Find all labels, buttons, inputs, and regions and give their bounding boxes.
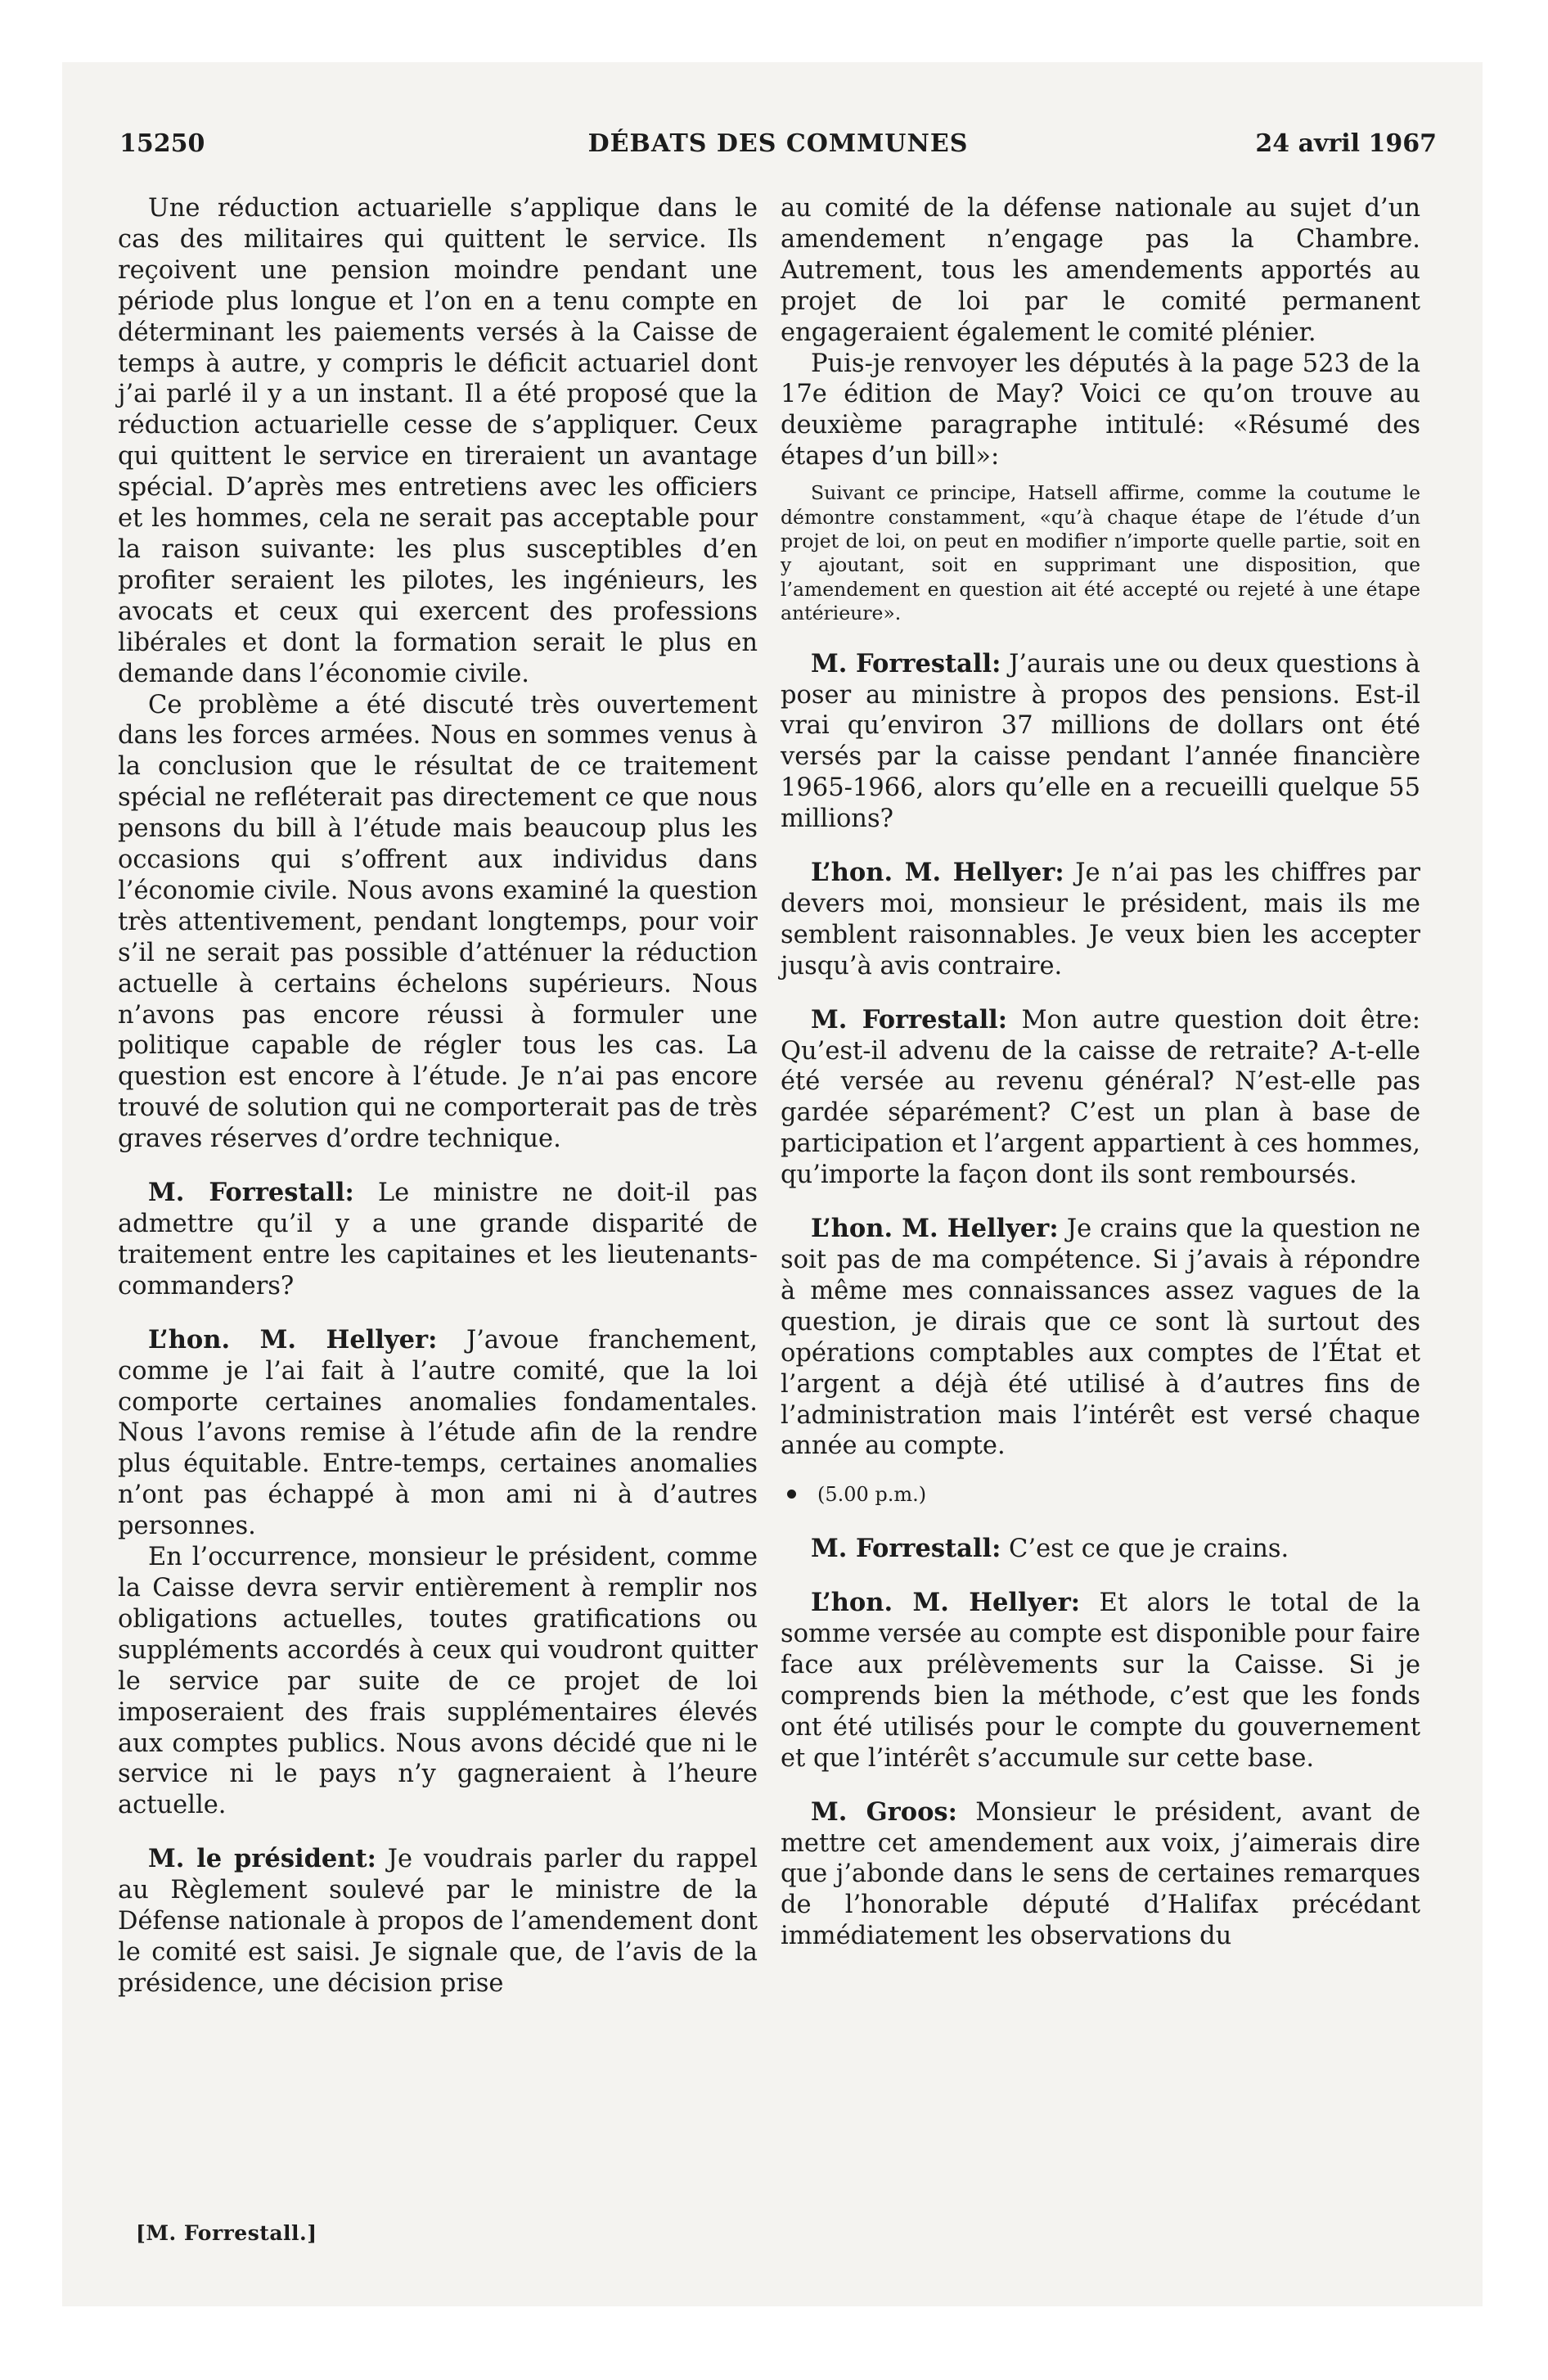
speaker-name: L’hon. M. Hellyer: xyxy=(811,1214,1059,1244)
speaker-name: L’hon. M. Hellyer: xyxy=(811,1588,1081,1618)
paragraph: L’hon. M. Hellyer: Et alors le total de la somme versée au compte est disponible pour faire face aux prélèvements sur la Caisse. Si je comprends bien la méthode, c’est que les fonds ont été utilisés pour le compte du gouvernement et que l’intérêt s’accumule sur cette base. xyxy=(781,1588,1421,1773)
page-date: 24 avril 1967 xyxy=(1255,129,1437,158)
paragraph: M. Forrestall: C’est ce que je crains. xyxy=(811,1534,1289,1564)
paragraph: En l’occurrence, monsieur le président, comme la Caisse devra servir entièrement à remplir nos obligations actuelles, toutes gratifications ou suppléments accordés à ceux qui voudront quitter le service par suite de ce projet de loi imposeraient des frais supplémentaires élevés aux comptes publics. Nous avons décidé que ni le service ni le pays n’y gagneraient à l’heure actuelle. xyxy=(118,1543,758,1820)
bullet-icon xyxy=(787,1490,796,1499)
paragraph: L’hon. M. Hellyer: Je crains que la question ne soit pas de ma compétence. Si j’avais à répondre à même mes connaissances assez vagues de la question, je dirais que ce sont là surtout des opérations comptables aux comptes de l’État et l’argent a déjà été utilisé à d’autres fins de l’administration mais l’intérêt est versé chaque année au compte. xyxy=(781,1214,1420,1461)
paragraph: M. Groos: Monsieur le président, avant de mettre cet amendement aux voix, j’aimerais dire que j’abonde dans le sens de certaines remarques de l’honorable député d’Halifax précédant immédiatement les observations du xyxy=(781,1796,1420,1951)
speaker-name: L’hon. M. Hellyer: xyxy=(148,1324,438,1355)
speaker-name: L’hon. M. Hellyer: xyxy=(811,858,1064,888)
left-column xyxy=(118,193,758,1999)
time-marker: (5.00 p.m.) xyxy=(781,1480,1420,1511)
page-number: 15250 xyxy=(119,129,205,158)
speaker-name: M. Forrestall: xyxy=(811,648,1001,678)
speaker-footer-note: [M. Forrestall.] xyxy=(136,2221,317,2245)
speaker-name: M. le président: xyxy=(148,1844,376,1874)
speaker-name: M. Forrestall: xyxy=(811,1004,1008,1034)
paragraph: M. Forrestall: Le ministre ne doit-il pas admettre qu’il y a une grande disparité de traitement entre les capitaines et les lieutenants-commanders? xyxy=(118,1178,758,1300)
speaker-name: M. Groos: xyxy=(811,1796,957,1827)
paragraph: M. le président: Je voudrais parler du rappel au Règlement soulevé par le ministre de la Défense nationale à propos de l’amendement dont le comité est saisi. Je signale que, de l’avis de la présidence, une décision prise xyxy=(118,1844,758,1998)
speaker-name: M. Forrestall: xyxy=(811,1534,1001,1564)
right-column xyxy=(781,193,1420,1952)
paragraph: L’hon. M. Hellyer: J’avoue franchement, comme je l’ai fait à l’autre comité, que la loi comporte certaines anomalies fondamentales. Nous l’avons remise à l’étude afin de la rendre plus équitable. Entre-temps, certaines anomalies n’ont pas échappé à mon ami ni à d’autres personnes. xyxy=(118,1324,758,1541)
page-title: DÉBATS DES COMMUNES xyxy=(587,129,969,158)
paragraph: Une réduction actuarielle s’applique dans le cas des militaires qui quittent le service. Ils reçoivent une pension moindre pendant une période plus longue et l’on en a tenu compte en déterminant les paiements versés à la Caisse de temps à autre, y compris le déficit actuariel dont j’ai parlé il y a un instant. Il a été proposé que la réduction actuarielle cesse de s’appliquer. Ceux qui quittent le service en tireraient un avantage spécial. D’après mes entretiens avec les officiers et les hommes, cela ne serait pas acceptable pour la raison suivante: les plus susceptibles d’en profiter seraient les pilotes, les ingénieurs, les avocats et ceux qui exercent des professions libérales et dont la formation serait le plus en demande dans l’économie civile. xyxy=(118,194,758,688)
paragraph: Ce problème a été discuté très ouvertement dans les forces armées. Nous en sommes venus à la conclusion que le résultat de ce traitement spécial ne refléterait pas directement ce que nous pensons du bill à l’étude mais beaucoup plus les occasions qui s’offrent aux individus dans l’économie civile. Nous avons examiné la question très attentivement, pendant longtemps, pour voir s’il ne serait pas possible d’atténuer la réduction actuelle à certains échelons supérieurs. Nous n’avons pas encore réussi à formuler une politique capable de régler tous les cas. La question est encore à l’étude. Je n’ai pas encore trouvé de solution qui ne comporterait pas de très graves réserves d’ordre technique. xyxy=(118,690,758,1154)
paragraph: au comité de la défense nationale au sujet d’un amendement n’engage pas la Chambre. Autrement, tous les amendements apportés au projet de loi par le comité permanent engageraient également le comité plénier. xyxy=(781,194,1420,347)
page-header xyxy=(119,129,1437,170)
paragraph: L’hon. M. Hellyer: Je n’ai pas les chiffres par devers moi, monsieur le président, mais ils me semblent raisonnables. Je veux bien les accepter jusqu’à avis contraire. xyxy=(781,858,1420,980)
paragraph: Puis-je renvoyer les députés à la page 523 de la 17e édition de May? Voici ce qu’on trouve au deuxième paragraphe intitulé: «Résumé des étapes d’un bill»: xyxy=(781,349,1420,471)
paragraph: M. Forrestall: Mon autre question doit être: Qu’est-il advenu de la caisse de retraite? A-t-elle été versée au revenu général? N’est-elle pas gardée séparément? C’est un plan à base de participation et l’argent appartient à ces hommes, qu’importe la façon dont ils sont remboursés. xyxy=(781,1004,1420,1190)
speaker-name: M. Forrestall: xyxy=(148,1178,354,1208)
block-quote: Suivant ce principe, Hatsell affirme, comme la coutume le démontre constamment, «qu’à chaque étape de l’étude d’un projet de loi, on peut en modifier n’importe quelle partie, soit en y ajoutant, soit en supprimant une disposition, que l’amendement en question ait été accepté ou rejeté à une étape antérieure». xyxy=(781,481,1420,625)
paragraph: M. Forrestall: J’aurais une ou deux questions à poser au ministre à propos des pensions. Est-il vrai qu’environ 37 millions de dollars ont été versés par la caisse pendant l’année financière 1965-1966, alors qu’elle en a recueilli quelque 55 millions? xyxy=(781,648,1420,834)
